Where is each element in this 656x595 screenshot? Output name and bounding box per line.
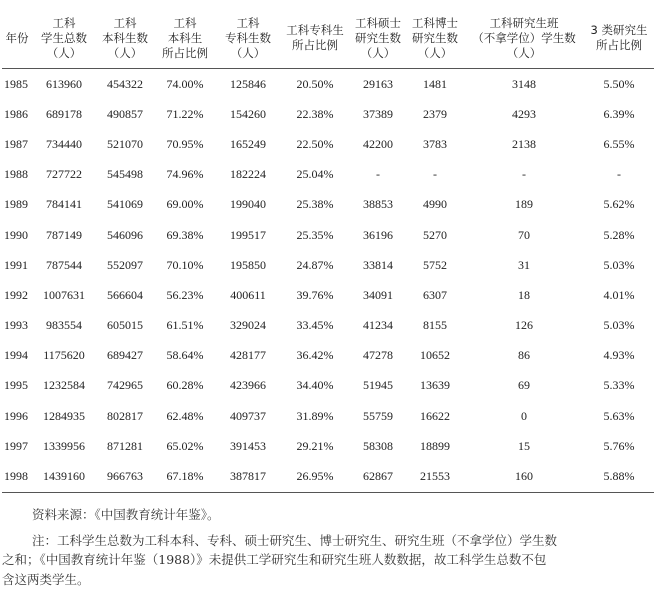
cell-year: 1996 <box>4 408 28 423</box>
cell-grad-class-count: 69 <box>518 378 530 393</box>
table-row <box>2 280 654 310</box>
cell-undergrad-ratio: 69.00% <box>166 197 204 212</box>
cell-grad-ratio: 5.28% <box>603 227 635 242</box>
cell-grad-class-count: 18 <box>518 287 530 302</box>
cell-doctoral-count: 21553 <box>406 461 464 492</box>
cell-year: 1994 <box>4 348 28 363</box>
cell-masters-count: 47278 <box>363 348 393 363</box>
cell-masters-count: 42200 <box>363 136 393 151</box>
column-header-line: 工科专科生 <box>286 23 344 37</box>
column-header-grad-ratio <box>584 8 654 69</box>
note-line-2: 之和；《中国教育统计年鉴（1988）》未提供工学研究生和研究生班人数数据，故工科学生总数不包 <box>2 552 547 567</box>
column-header-line: 工科 <box>52 15 76 30</box>
cell-grad-ratio: 6.39% <box>603 106 635 121</box>
table-row <box>2 220 654 250</box>
note-line-1: 注：工科学生总数为工科本科、专科、硕士研究生、博士研究生、研究生班（不拿学位）学生数 <box>32 532 558 548</box>
cell-year: 1993 <box>4 318 28 333</box>
cell-masters-count: 58308 <box>363 438 393 453</box>
column-header-masters-count <box>350 8 406 69</box>
cell-undergrad-ratio: 74.96% <box>166 167 204 182</box>
cell-junior-college-count: 329024 <box>230 318 266 333</box>
table-header-row <box>2 8 654 69</box>
cell-doctoral-count: 10652 <box>420 348 450 363</box>
cell-junior-college-ratio: 29.21% <box>296 438 334 453</box>
cell-grad-ratio: 5.03% <box>603 257 635 272</box>
column-header-line: （人） <box>360 45 396 60</box>
column-header-line: 工科硕士 <box>355 15 401 30</box>
cell-junior-college-count: 195850 <box>230 257 266 272</box>
table-row <box>2 190 654 220</box>
column-header-line: （人） <box>230 45 266 60</box>
cell-total-students: 689178 <box>46 106 82 121</box>
cell-undergrad-count: 566604 <box>107 287 143 302</box>
cell-grad-class-count: 0 <box>521 408 527 423</box>
cell-junior-college-ratio: 20.50% <box>296 76 334 91</box>
table-row <box>2 69 654 100</box>
cell-masters-count: 38853 <box>363 197 393 212</box>
cell-doctoral-count: 5752 <box>423 257 447 272</box>
column-header-line: 所占比例 <box>162 45 208 60</box>
cell-masters-count: - <box>376 167 380 182</box>
table-row <box>2 461 654 492</box>
cell-grad-ratio: 5.03% <box>603 318 635 333</box>
cell-junior-college-count: 125846 <box>230 76 266 91</box>
cell-junior-college-count: 154260 <box>230 106 266 121</box>
cell-masters-count: 41234 <box>363 318 393 333</box>
cell-junior-college-ratio: 25.04% <box>296 167 334 182</box>
cell-doctoral-count: 4990 <box>423 197 447 212</box>
cell-undergrad-count: 454322 <box>107 76 143 91</box>
cell-junior-college-count: 199040 <box>230 197 266 212</box>
cell-junior-college-count: 423966 <box>230 378 266 393</box>
cell-year: 1992 <box>4 287 28 302</box>
cell-undergrad-ratio: 60.28% <box>166 378 204 393</box>
cell-total-students: 613960 <box>46 76 82 91</box>
column-header-undergrad-count <box>96 8 154 69</box>
cell-total-students: 787149 <box>46 227 82 242</box>
cell-grad-class-count: - <box>522 167 526 182</box>
cell-doctoral-count: 18899 <box>420 438 450 453</box>
cell-undergrad-count: 966763 <box>96 461 154 492</box>
cell-total-students: 983554 <box>46 318 82 333</box>
column-header-undergrad-ratio <box>154 8 216 69</box>
cell-grad-class-count: 189 <box>515 197 533 212</box>
cell-year: 1988 <box>4 167 28 182</box>
cell-grad-class-count: 3148 <box>512 76 536 91</box>
column-header-line: 本科生数 <box>102 30 148 45</box>
cell-undergrad-count: 871281 <box>107 438 143 453</box>
cell-grad-ratio: 5.88% <box>584 461 654 492</box>
column-header-line: 工科博士 <box>412 15 458 30</box>
cell-grad-ratio: 5.76% <box>603 438 635 453</box>
cell-undergrad-count: 605015 <box>107 318 143 333</box>
cell-undergrad-ratio: 62.48% <box>166 408 204 423</box>
column-header-line: 研究生数 <box>412 30 458 45</box>
cell-junior-college-count: 387817 <box>216 461 280 492</box>
cell-junior-college-count: 182224 <box>230 167 266 182</box>
table-row <box>2 341 654 371</box>
cell-grad-class-count: 15 <box>518 438 530 453</box>
cell-total-students: 784141 <box>46 197 82 212</box>
cell-total-students: 734440 <box>46 136 82 151</box>
cell-masters-count: 62867 <box>350 461 406 492</box>
cell-junior-college-ratio: 39.76% <box>296 287 334 302</box>
cell-year: 1985 <box>4 76 28 91</box>
cell-year: 1991 <box>4 257 28 272</box>
column-header-doctoral-count <box>406 8 464 69</box>
column-header-line: （不拿学位）学生数 <box>472 30 576 45</box>
cell-doctoral-count: 13639 <box>420 378 450 393</box>
cell-undergrad-count: 545498 <box>107 167 143 182</box>
cell-total-students: 1439160 <box>32 461 96 492</box>
cell-junior-college-count: 165249 <box>230 136 266 151</box>
cell-grad-ratio: 5.62% <box>603 197 635 212</box>
cell-masters-count: 36196 <box>363 227 393 242</box>
cell-doctoral-count: 6307 <box>423 287 447 302</box>
cell-undergrad-count: 552097 <box>107 257 143 272</box>
table-row <box>2 160 654 190</box>
table-row <box>2 250 654 280</box>
column-header-junior-college-count <box>216 8 280 69</box>
column-header-line: 学生总数 <box>41 30 87 45</box>
cell-doctoral-count: 2379 <box>423 106 447 121</box>
cell-year: 1989 <box>4 197 28 212</box>
cell-masters-count: 55759 <box>363 408 393 423</box>
cell-junior-college-ratio: 22.38% <box>296 106 334 121</box>
cell-masters-count: 34091 <box>363 287 393 302</box>
cell-junior-college-count: 199517 <box>230 227 266 242</box>
cell-grad-class-count: 126 <box>515 318 533 333</box>
cell-junior-college-ratio: 34.40% <box>296 378 334 393</box>
cell-grad-class-count: 4293 <box>512 106 536 121</box>
cell-total-students: 1339956 <box>43 438 85 453</box>
column-header-junior-college-ratio <box>280 8 350 69</box>
cell-year: 1995 <box>4 378 28 393</box>
column-header-line: 工科 <box>236 15 260 30</box>
column-header-line: （人） <box>506 45 542 60</box>
column-header-line: 工科 <box>173 15 197 30</box>
cell-doctoral-count: 5270 <box>423 227 447 242</box>
cell-undergrad-ratio: 58.64% <box>166 348 204 363</box>
column-header-line: 3 类研究生 <box>590 23 648 37</box>
cell-grad-ratio: 4.93% <box>603 348 635 363</box>
cell-undergrad-ratio: 70.10% <box>166 257 204 272</box>
cell-undergrad-ratio: 74.00% <box>166 76 204 91</box>
column-header-line: 所占比例 <box>596 38 642 52</box>
cell-undergrad-ratio: 67.18% <box>154 461 216 492</box>
cell-junior-college-count: 400611 <box>230 287 266 302</box>
cell-grad-ratio: 5.50% <box>603 76 635 91</box>
cell-undergrad-ratio: 65.02% <box>166 438 204 453</box>
cell-total-students: 787544 <box>46 257 82 272</box>
cell-grad-ratio: - <box>617 167 621 182</box>
cell-grad-class-count: 2138 <box>512 136 536 151</box>
cell-undergrad-ratio: 56.23% <box>166 287 204 302</box>
cell-undergrad-count: 546096 <box>107 227 143 242</box>
cell-junior-college-count: 428177 <box>230 348 266 363</box>
cell-junior-college-ratio: 25.35% <box>296 227 334 242</box>
column-header-line: 研究生数 <box>355 30 401 45</box>
cell-junior-college-ratio: 26.95% <box>280 461 350 492</box>
cell-junior-college-count: 391453 <box>230 438 266 453</box>
cell-year: 1987 <box>4 136 28 151</box>
cell-undergrad-ratio: 69.38% <box>166 227 204 242</box>
cell-masters-count: 29163 <box>363 76 393 91</box>
table-row <box>2 431 654 461</box>
column-header-line: （人） <box>107 45 143 60</box>
column-header-grad-class-count <box>464 8 584 69</box>
column-header-line: 本科生 <box>167 30 203 45</box>
cell-grad-ratio: 5.63% <box>603 408 635 423</box>
source-note: 资料来源：《中国教育统计年鉴》。 <box>32 507 220 522</box>
cell-undergrad-ratio: 61.51% <box>166 318 204 333</box>
cell-total-students: 1007631 <box>43 287 85 302</box>
column-header-line: 工科 <box>113 15 137 30</box>
cell-undergrad-ratio: 71.22% <box>166 106 204 121</box>
table-notes <box>2 505 652 589</box>
column-header-line: （人） <box>417 45 453 60</box>
cell-junior-college-ratio: 31.89% <box>296 408 334 423</box>
cell-total-students: 1232584 <box>43 378 85 393</box>
cell-undergrad-count: 490857 <box>107 106 143 121</box>
cell-year: 1998 <box>2 461 32 492</box>
cell-total-students: 727722 <box>46 167 82 182</box>
cell-undergrad-count: 742965 <box>107 378 143 393</box>
table-row <box>2 99 654 129</box>
cell-total-students: 1175620 <box>43 348 85 363</box>
cell-year: 1986 <box>4 106 28 121</box>
table-row <box>2 401 654 431</box>
cell-junior-college-ratio: 36.42% <box>296 348 334 363</box>
cell-masters-count: 51945 <box>363 378 393 393</box>
cell-doctoral-count: 1481 <box>423 76 447 91</box>
cell-masters-count: 33814 <box>363 257 393 272</box>
column-header-line: 年份 <box>5 30 29 45</box>
cell-junior-college-ratio: 25.38% <box>296 197 334 212</box>
cell-undergrad-count: 541069 <box>107 197 143 212</box>
cell-grad-class-count: 31 <box>518 257 530 272</box>
cell-grad-class-count: 70 <box>518 227 530 242</box>
cell-masters-count: 37389 <box>363 106 393 121</box>
cell-junior-college-ratio: 24.87% <box>296 257 334 272</box>
cell-junior-college-count: 409737 <box>230 408 266 423</box>
cell-doctoral-count: 8155 <box>423 318 447 333</box>
table-row <box>2 311 654 341</box>
cell-grad-class-count: 86 <box>518 348 530 363</box>
cell-undergrad-count: 689427 <box>107 348 143 363</box>
cell-grad-ratio: 4.01% <box>603 287 635 302</box>
cell-grad-class-count: 160 <box>464 461 584 492</box>
column-header-year <box>2 8 32 69</box>
column-header-line: 工科研究生班 <box>489 15 559 30</box>
cell-junior-college-ratio: 22.50% <box>296 136 334 151</box>
cell-grad-ratio: 5.33% <box>603 378 635 393</box>
cell-year: 1990 <box>4 227 28 242</box>
cell-total-students: 1284935 <box>43 408 85 423</box>
table-row <box>2 129 654 159</box>
cell-doctoral-count: 3783 <box>423 136 447 151</box>
cell-grad-ratio: 6.55% <box>603 136 635 151</box>
cell-junior-college-ratio: 33.45% <box>296 318 334 333</box>
column-header-total-students <box>32 8 96 69</box>
table-row <box>2 371 654 401</box>
engineering-students-table <box>2 8 654 493</box>
table-body <box>2 69 654 493</box>
column-header-line: 专科生数 <box>225 30 271 45</box>
note-line-3: 含这两类学生。 <box>2 571 90 587</box>
cell-doctoral-count: - <box>433 167 437 182</box>
cell-undergrad-count: 802817 <box>107 408 143 423</box>
cell-doctoral-count: 16622 <box>420 408 450 423</box>
column-header-line: （人） <box>46 45 82 60</box>
cell-year: 1997 <box>4 438 28 453</box>
column-header-line: 所占比例 <box>292 38 338 52</box>
cell-undergrad-count: 521070 <box>107 136 143 151</box>
cell-undergrad-ratio: 70.95% <box>166 136 204 151</box>
